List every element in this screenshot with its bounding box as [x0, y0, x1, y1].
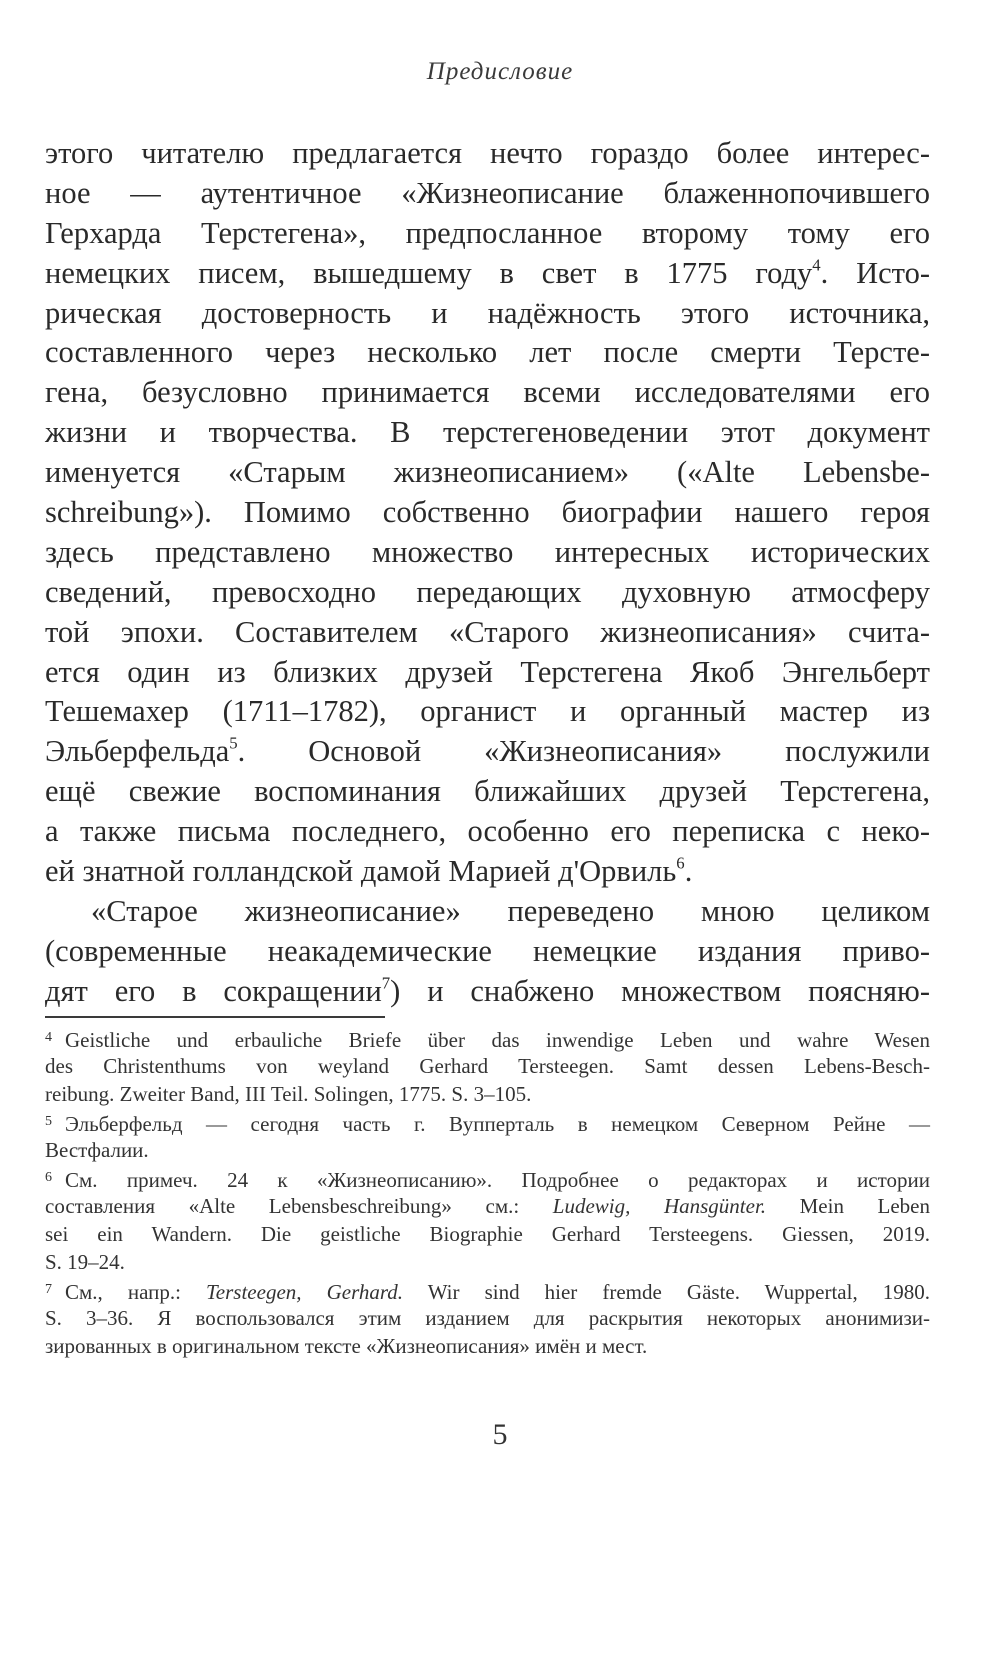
text-line: гена, безусловно принимается всеми исследователями его [45, 375, 930, 410]
footnote-ref-5: 5 [229, 733, 238, 753]
footnote-ref-4: 4 [812, 255, 821, 275]
footnote-text: Эльберфельд — сегодня часть г. Вупперталь в немецком Северном Рейне — [65, 1112, 930, 1136]
text-fragment: . Основой «Жизнеописания» послужили [237, 734, 930, 769]
text-line: рическая достоверность и надёжность этого источника, [45, 295, 930, 330]
footnote-mark: 5 [45, 1114, 52, 1129]
footnote-6-line [45, 1192, 930, 1220]
text-line: ное — аутентичное «Жизнеописание блаженнопочившего [45, 175, 930, 210]
footnote-4-line: des Christenthums von weyland Gerhard Tersteegen. Samt dessen Lebens-Besch- [45, 1054, 930, 1078]
footnote-6-line [45, 1164, 930, 1192]
author-name: Tersteegen, Gerhard. [206, 1280, 404, 1304]
footnote-text: См., напр.: [65, 1280, 207, 1304]
text-fragment: . Исто- [820, 255, 930, 290]
text-line: (современные неакадемические немецкие издания приво- [45, 933, 930, 968]
text-line: ется один из близких друзей Терстегена Якоб Энгельберт [45, 654, 930, 689]
text-line: жизни и творчества. В терстегеноведении этот документ [45, 415, 930, 450]
text-line: а также письма последнего, особенно его переписка с неко- [45, 814, 930, 849]
text-line [45, 852, 930, 892]
text-line [45, 732, 930, 772]
text-line: Тешемахер (1711–1782), органист и органный мастер из [45, 694, 930, 729]
footnote-5-line [45, 1108, 930, 1136]
text-line: этого читателю предлагается нечто гораздо более интерес- [45, 136, 930, 170]
footnote-mark: 6 [45, 1170, 52, 1185]
text-line [45, 254, 930, 294]
footnote-text: Wir sind hier fremde Gäste. Wuppertal, 1980. [403, 1280, 931, 1304]
text-fragment: дят его в сокращении [45, 973, 382, 1008]
text-fragment: Эльберфельда [45, 734, 230, 769]
footnote-4-line [45, 1024, 930, 1052]
main-text [45, 134, 930, 1012]
text-line: той эпохи. Составителем «Старого жизнеописания» счита- [45, 614, 930, 649]
text-fragment: . [684, 854, 693, 889]
text-line: именуется «Старым жизнеописанием» («Alte Lebensbe- [45, 455, 930, 490]
footnote-7-line [45, 1276, 930, 1304]
text-line: здесь представлено множество интересных исторических [45, 534, 930, 569]
footnote-5-line: Вестфалии. [45, 1138, 149, 1162]
footnote-divider [45, 1016, 385, 1018]
footnote-6-line: sei ein Wandern. Die geistliche Biographie Gerhard Tersteegens. Giessen, 2019. [45, 1222, 930, 1246]
text-line: составленного через несколько лет после смерти Терсте- [45, 335, 930, 370]
text-fragment: ) и снабжено множеством поясняю- [390, 973, 930, 1008]
footnote-text: Mein Leben [766, 1194, 931, 1218]
text-line [45, 972, 930, 1012]
text-line: ещё свежие воспоминания ближайших друзей Терстегена, [45, 774, 930, 809]
footnote-mark: 7 [45, 1282, 52, 1297]
text-line: Герхарда Терстегена», предпосланное второму тому его [45, 215, 930, 250]
footnote-7-line: S. 3–36. Я воспользовался этим изданием для раскрытия некоторых анонимизи- [45, 1306, 930, 1330]
footnote-ref-6: 6 [676, 853, 685, 873]
page-number: 5 [492, 1418, 508, 1451]
footnotes [45, 1024, 930, 1360]
text-line: сведений, превосходно передающих духовную атмосферу [45, 574, 930, 609]
footnote-7-line: зированных в оригинальном тексте «Жизнеописания» имён и мест. [45, 1334, 648, 1358]
footnote-6-line: S. 19–24. [45, 1250, 125, 1274]
text-fragment: немецких писем, вышедшему в свет в 1775 году [45, 255, 813, 290]
text-line: «Старое жизнеописание» переведено мною целиком [91, 893, 930, 928]
footnote-mark: 4 [45, 1030, 52, 1045]
footnote-ref-7: 7 [381, 973, 391, 993]
text-line: schreibung»). Помимо собственно биографии нашего героя [45, 495, 930, 530]
running-title: Предисловие [426, 58, 574, 85]
footnote-4-line: reibung. Zweiter Band, III Teil. Solingen, 1775. S. 3–105. [45, 1082, 532, 1106]
footnote-text: Geistliche und erbauliche Briefe über das inwendige Leben und wahre Wesen [65, 1028, 930, 1052]
footnote-text: См. примеч. 24 к «Жизнеописанию». Подробнее о редакторах и истории [65, 1168, 930, 1192]
footnote-text: составления «Alte Lebensbeschreibung» см.: [45, 1194, 553, 1218]
text-fragment: ей знатной голландской дамой Марией д'Орвиль [45, 854, 677, 889]
author-name: Ludewig, Hansgünter. [552, 1194, 767, 1218]
